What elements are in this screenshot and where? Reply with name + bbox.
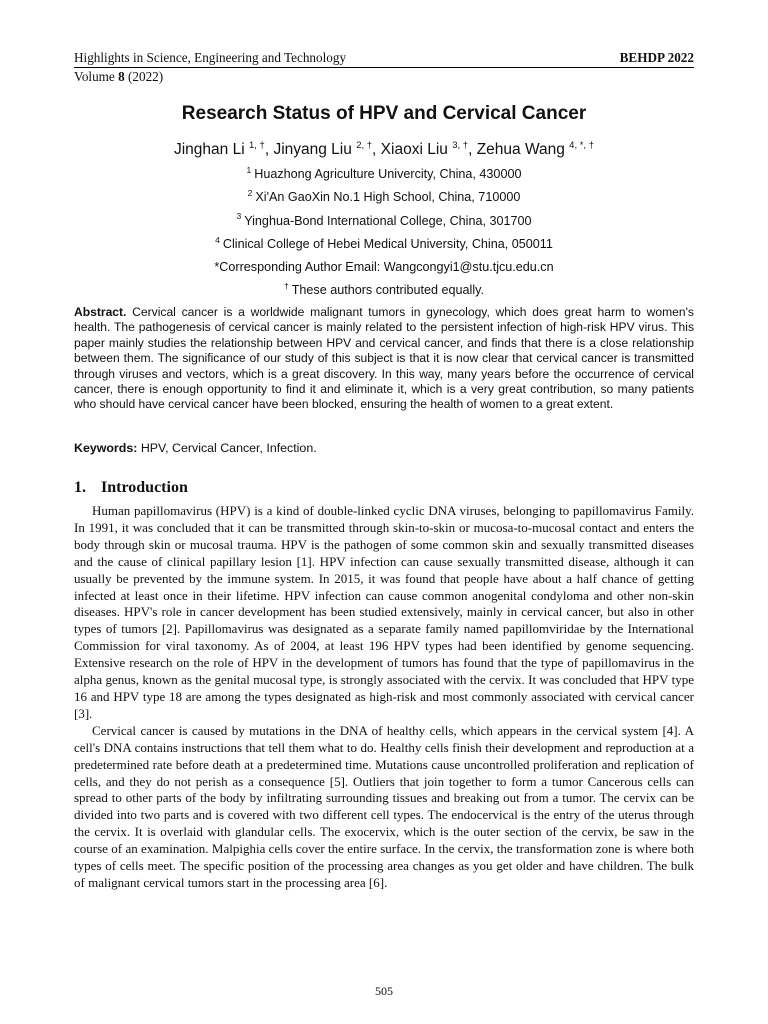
author (381, 141, 477, 158)
affiliation-mark: 4 (215, 234, 220, 245)
affiliation-text: Huazhong Agriculture Univercity, China, 430000 (254, 167, 522, 181)
author-mark: 3, † (452, 139, 469, 151)
page-number: 505 (375, 984, 393, 998)
author (273, 141, 380, 158)
affiliation-mark: 2 (247, 188, 253, 199)
corresponding-email: *Corresponding Author Email: Wangcongyi1@stu.tjcu.edu.cn (214, 260, 554, 275)
affiliation-text: Yinghua-Bond International College, China, 301700 (244, 213, 532, 228)
author-name: Jinghan Li (173, 141, 245, 158)
conference-name: BEHDP 2022 (619, 50, 694, 65)
affiliation-list (0, 164, 768, 304)
author (477, 141, 594, 158)
equal-contribution-note (0, 280, 768, 303)
author-name: Zehua Wang (476, 141, 565, 158)
abstract-label: Abstract. (74, 305, 127, 319)
author-list (0, 140, 768, 160)
paper-title: Research Status of HPV and Cervical Cancer (181, 103, 587, 124)
affiliation-mark: 3 (236, 211, 242, 222)
author (174, 141, 273, 158)
keywords-label: Keywords: (74, 441, 138, 455)
author-mark: 4, *, † (569, 139, 594, 151)
affiliation (0, 234, 768, 257)
keywords (74, 440, 694, 456)
section-title: Introduction (101, 479, 188, 496)
affiliation (0, 211, 768, 234)
affiliation (0, 164, 768, 187)
author-separator: , (264, 141, 274, 158)
affiliation-mark: 1 (246, 164, 252, 175)
running-header (74, 50, 694, 85)
paragraph: Human papillomavirus (HPV) is a kind of double-linked cyclic DNA viruses, belonging to papillomavirus Family. In 1991, it was concluded that it can be transmitted through skin-to-skin or mucosa-to-mucosal contact and enters the body through skin or mucosal trauma. HPV is the pathogen of some common skin and sexually transmitted diseases and the cause of clinical papillary lesion [1]. HPV infection can cause sexually transmitted disease, although it can usually be prevented by the immune system. In 2015, it was found that people have about a half chance of getting infected at least once in their lifetime. HPV infection can cause common anogenital condyloma and other non-skin diseases. HPV's role in cancer development has been studied extensively, mainly in cervical cancer, but also in other types of tumors [2]. Papillomavirus was designated as a separate family named papillomviridae by the International Commission for viral taxonomy. As of 2004, at least 196 HPV types had been identified by genome sequencing. Extensive research on the role of HPV in the development of tumors has found that the type of papillomavirus in the alpha genus, known as the genital mucosal type, is strongly associated with the cervix. It was concluded that HPV type 16 and HPV type 18 are among the types designated as high-risk and most commonly associated with cervical cancer [3]. (74, 503, 694, 721)
corresponding-author (0, 257, 768, 280)
author-mark: 2, † (356, 139, 373, 151)
author-separator: , (468, 141, 477, 158)
affiliation-text: Clinical College of Hebei Medical University, China, 050011 (222, 236, 553, 251)
abstract-text: Cervical cancer is a worldwide malignant tumors in gynecology, which does great harm to women's health. The pathogenesis of cervical cancer is mainly related to the persistent infection of high-risk HPV virus. This paper mainly studies the relationship between HPV and cervical cancer, and finds that there is a close relationship between them. The significance of our study of this subject is that it is now clear that cervical cancer is transmitted through viruses and vectors, which is a great discovery. In this way, many years before the occurrence of cervical cancer, there is enough opportunity to find it and eliminate it, which is a very great contribution, so many patients who should have cervical cancer have been blocked, ensuring the health of women to a great extent. (74, 305, 694, 412)
affiliation-text: Xi'An GaoXin No.1 High School, China, 710000 (255, 190, 521, 205)
author-mark: 1, † (248, 139, 265, 151)
dagger-mark: † (283, 281, 289, 292)
author-name: Jinyang Liu (273, 141, 352, 158)
volume-year: (2022) (124, 69, 164, 84)
section-number: 1. (74, 479, 86, 496)
paragraph: Cervical cancer is caused by mutations in the DNA of healthy cells, which appears in the cervical system [4]. A cell's DNA contains instructions that tell them what to do. Healthy cells finish their development and reproduction at a predetermined rate before death at a predetermined time. Mutations cause uncontrolled proliferation and replication of cells, and they do not perish as a consequence [5]. Outliers that join together to form a tumor Cancerous cells can spread to other parts of the body by infiltrating surrounding tissues and breaking out from a tumor. The cervix can be divided into two parts and is covered with two different cell types. The endocervical is the entry of the uterus through the cervix. It is overlaid with glandular cells. The exocervix, which is the outer section of the cervix, be saw in the course of an examination. Malpighia cells cover the entire surface. In the cervix, the transformation zone is where both types of cells meet. The specific position of the processing area changes as you get older and have children. The bulk of malignant cervical tumors start in the processing area [6]. (74, 722, 694, 890)
volume-number: 8 (118, 69, 125, 84)
equal-contribution-text: These authors contributed equally. (291, 283, 485, 298)
body-text (74, 503, 694, 892)
affiliation (0, 187, 768, 210)
author-separator: , (372, 141, 381, 158)
keywords-text: HPV, Cervical Cancer, Infection. (140, 441, 317, 455)
section-heading (74, 478, 188, 498)
author-name: Xiaoxi Liu (380, 141, 448, 158)
abstract (74, 305, 694, 413)
header-row (74, 50, 694, 68)
volume-line (74, 69, 694, 85)
journal-name: Highlights in Science, Engineering and Technology (74, 50, 347, 65)
volume-prefix: Volume (74, 69, 119, 84)
